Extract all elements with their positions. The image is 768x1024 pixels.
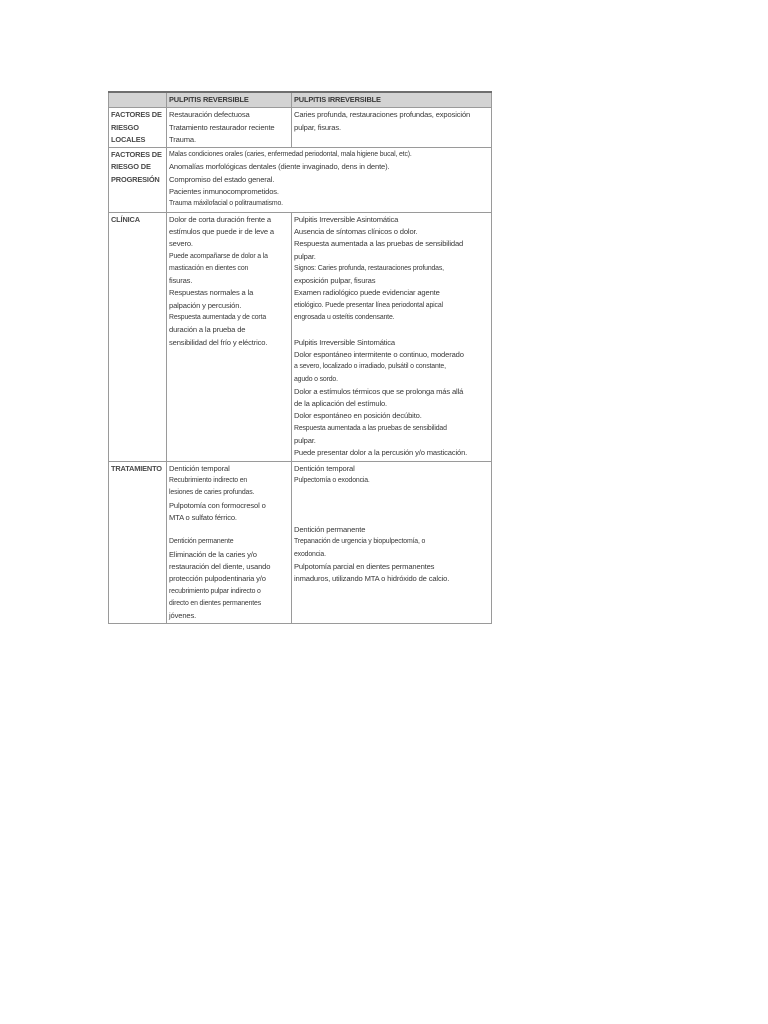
row-factores-locales xyxy=(109,108,492,148)
text-line: Pacientes inmunocomprometidos. xyxy=(169,187,279,197)
text-line: engrosada u osteítis condensante. xyxy=(294,314,395,322)
text-line: Respuesta aumentada a las pruebas de sensibilidad xyxy=(294,424,447,432)
label-line: TRATAMIENTO xyxy=(111,463,162,473)
spacer xyxy=(294,512,490,524)
text-line: Dentición permanente xyxy=(169,538,234,546)
text-line: Pulpitis Irreversible Sintomática xyxy=(294,337,395,347)
label-line: CLÍNICA xyxy=(111,214,140,224)
row-clinica xyxy=(109,212,492,461)
spacer xyxy=(294,324,490,336)
text-line: Pulpotomía con formocresol o xyxy=(169,500,266,510)
text-line: Malas condiciones orales (caries, enfermedad periodontal, mala higiene bucal, etc). xyxy=(169,151,412,159)
cell-tratamiento-irreversible xyxy=(292,461,492,624)
text-line: Respuestas normales a la xyxy=(169,288,254,298)
label-line: FACTORES DE xyxy=(111,110,162,120)
text-line: Ausencia de síntomas clínicos o dolor. xyxy=(294,226,418,236)
text-line: Respuesta aumentada a las pruebas de sensibilidad xyxy=(294,239,464,249)
label-line: FACTORES DE xyxy=(111,150,162,160)
header-row xyxy=(109,92,492,108)
text-line: Caries profunda, restauraciones profundas, exposición xyxy=(294,110,471,120)
text-line: pulpar, fisuras. xyxy=(294,122,341,132)
cell-clinica-irreversible xyxy=(292,212,492,461)
text-line: Dolor espontáneo en posición decúbito. xyxy=(294,411,422,421)
text-line: Dolor de corta duración frente a xyxy=(169,214,271,224)
row-tratamiento xyxy=(109,461,492,624)
text-line: Trauma máxilofacial o politraumatismo. xyxy=(169,200,283,208)
text-line: Pulpotomía parcial en dientes permanentes xyxy=(294,561,435,571)
header-reversible: PULPITIS REVERSIBLE xyxy=(167,92,292,108)
cell-locales-reversible xyxy=(167,108,292,148)
header-irreversible: PULPITIS IRREVERSIBLE xyxy=(292,92,492,108)
text-line: Dentición temporal xyxy=(294,463,355,473)
text-line: Restauración defectuosa xyxy=(169,110,250,120)
cell-clinica-reversible xyxy=(167,212,292,461)
text-line: Examen radiológico puede evidenciar agente xyxy=(294,288,440,298)
pulpitis-table xyxy=(108,91,492,624)
text-line: palpación y percusión. xyxy=(169,300,242,310)
label-line: RIESGO xyxy=(111,122,139,132)
text-line: Tratamiento restaurador reciente xyxy=(169,122,275,132)
text-line: Puede presentar dolor a la percusión y/o masticación. xyxy=(294,448,468,458)
text-line: restauración del diente, usando xyxy=(169,561,271,571)
text-line: Respuesta aumentada y de corta xyxy=(169,314,267,322)
text-line: masticación en dientes con xyxy=(169,264,249,272)
text-line: exodoncia. xyxy=(294,550,326,558)
text-line: de la aplicación del estímulo. xyxy=(294,399,388,409)
text-line: Trauma. xyxy=(169,134,196,144)
cell-locales-irreversible xyxy=(292,108,492,148)
row-label-factores-progresion xyxy=(109,148,167,212)
header-empty xyxy=(109,92,167,108)
text-line: Dolor a estímulos térmicos que se prolonga más allá xyxy=(294,386,464,396)
text-line: inmaduros, utilizando MTA o hidróxido de calcio. xyxy=(294,574,450,584)
text-line: Compromiso del estado general. xyxy=(169,174,275,184)
text-line: lesiones de caries profundas. xyxy=(169,489,255,497)
text-line: a severo, localizado o irradiado, pulsátil o constante, xyxy=(294,363,446,371)
cell-progresion xyxy=(167,148,492,212)
text-line: etiológico. Puede presentar línea periodontal apical xyxy=(294,301,443,309)
spacer xyxy=(294,500,490,512)
label-line: PROGRESIÓN xyxy=(111,174,160,184)
text-line: directo en dientes permanentes xyxy=(169,599,262,607)
text-line: Dentición permanente xyxy=(294,525,366,535)
text-line: jóvenes. xyxy=(169,611,197,621)
label-line: LOCALES xyxy=(111,134,146,144)
text-line: MTA o sulfato férrico. xyxy=(169,512,237,522)
text-line: estímulos que puede ir de leve a xyxy=(169,226,274,236)
text-line: sensibilidad del frío y eléctrico. xyxy=(169,337,268,347)
text-line: exposición pulpar, fisuras xyxy=(294,276,376,286)
text-line: Trepanación de urgencia y biopulpectomía, o xyxy=(294,538,426,546)
text-line: Dolor espontáneo intermitente o continuo, moderado xyxy=(294,349,464,359)
row-label-tratamiento xyxy=(109,461,167,624)
text-line: agudo o sordo. xyxy=(294,375,338,383)
spacer xyxy=(169,524,290,536)
label-line: RIESGO DE xyxy=(111,162,151,172)
text-line: Recubrimiento indirecto en xyxy=(169,476,248,484)
text-line: Dentición temporal xyxy=(169,463,230,473)
text-line: Pulpitis Irreversible Asintomática xyxy=(294,214,399,224)
cell-tratamiento-reversible xyxy=(167,461,292,624)
text-line: pulpar. xyxy=(294,436,316,446)
text-line: severo. xyxy=(169,239,193,249)
row-label-factores-locales xyxy=(109,108,167,148)
text-line: protección pulpodentinaria y/o xyxy=(169,574,266,584)
text-line: pulpar. xyxy=(294,251,316,261)
text-line: fisuras. xyxy=(169,276,193,286)
spacer xyxy=(294,487,490,499)
text-line: Puede acompañarse de dolor a la xyxy=(169,252,268,260)
text-line: recubrimiento pulpar indirecto o xyxy=(169,587,261,595)
text-line: duración a la prueba de xyxy=(169,325,246,335)
row-label-clinica xyxy=(109,212,167,461)
text-line: Eliminación de la caries y/o xyxy=(169,549,257,559)
text-line: Pulpectomía o exodoncia. xyxy=(294,476,370,484)
text-line: Signos: Caries profunda, restauraciones profundas, xyxy=(294,264,444,272)
row-factores-progresion xyxy=(109,148,492,212)
text-line: Anomalías morfológicas dentales (diente invaginado, dens in dente). xyxy=(169,162,390,172)
